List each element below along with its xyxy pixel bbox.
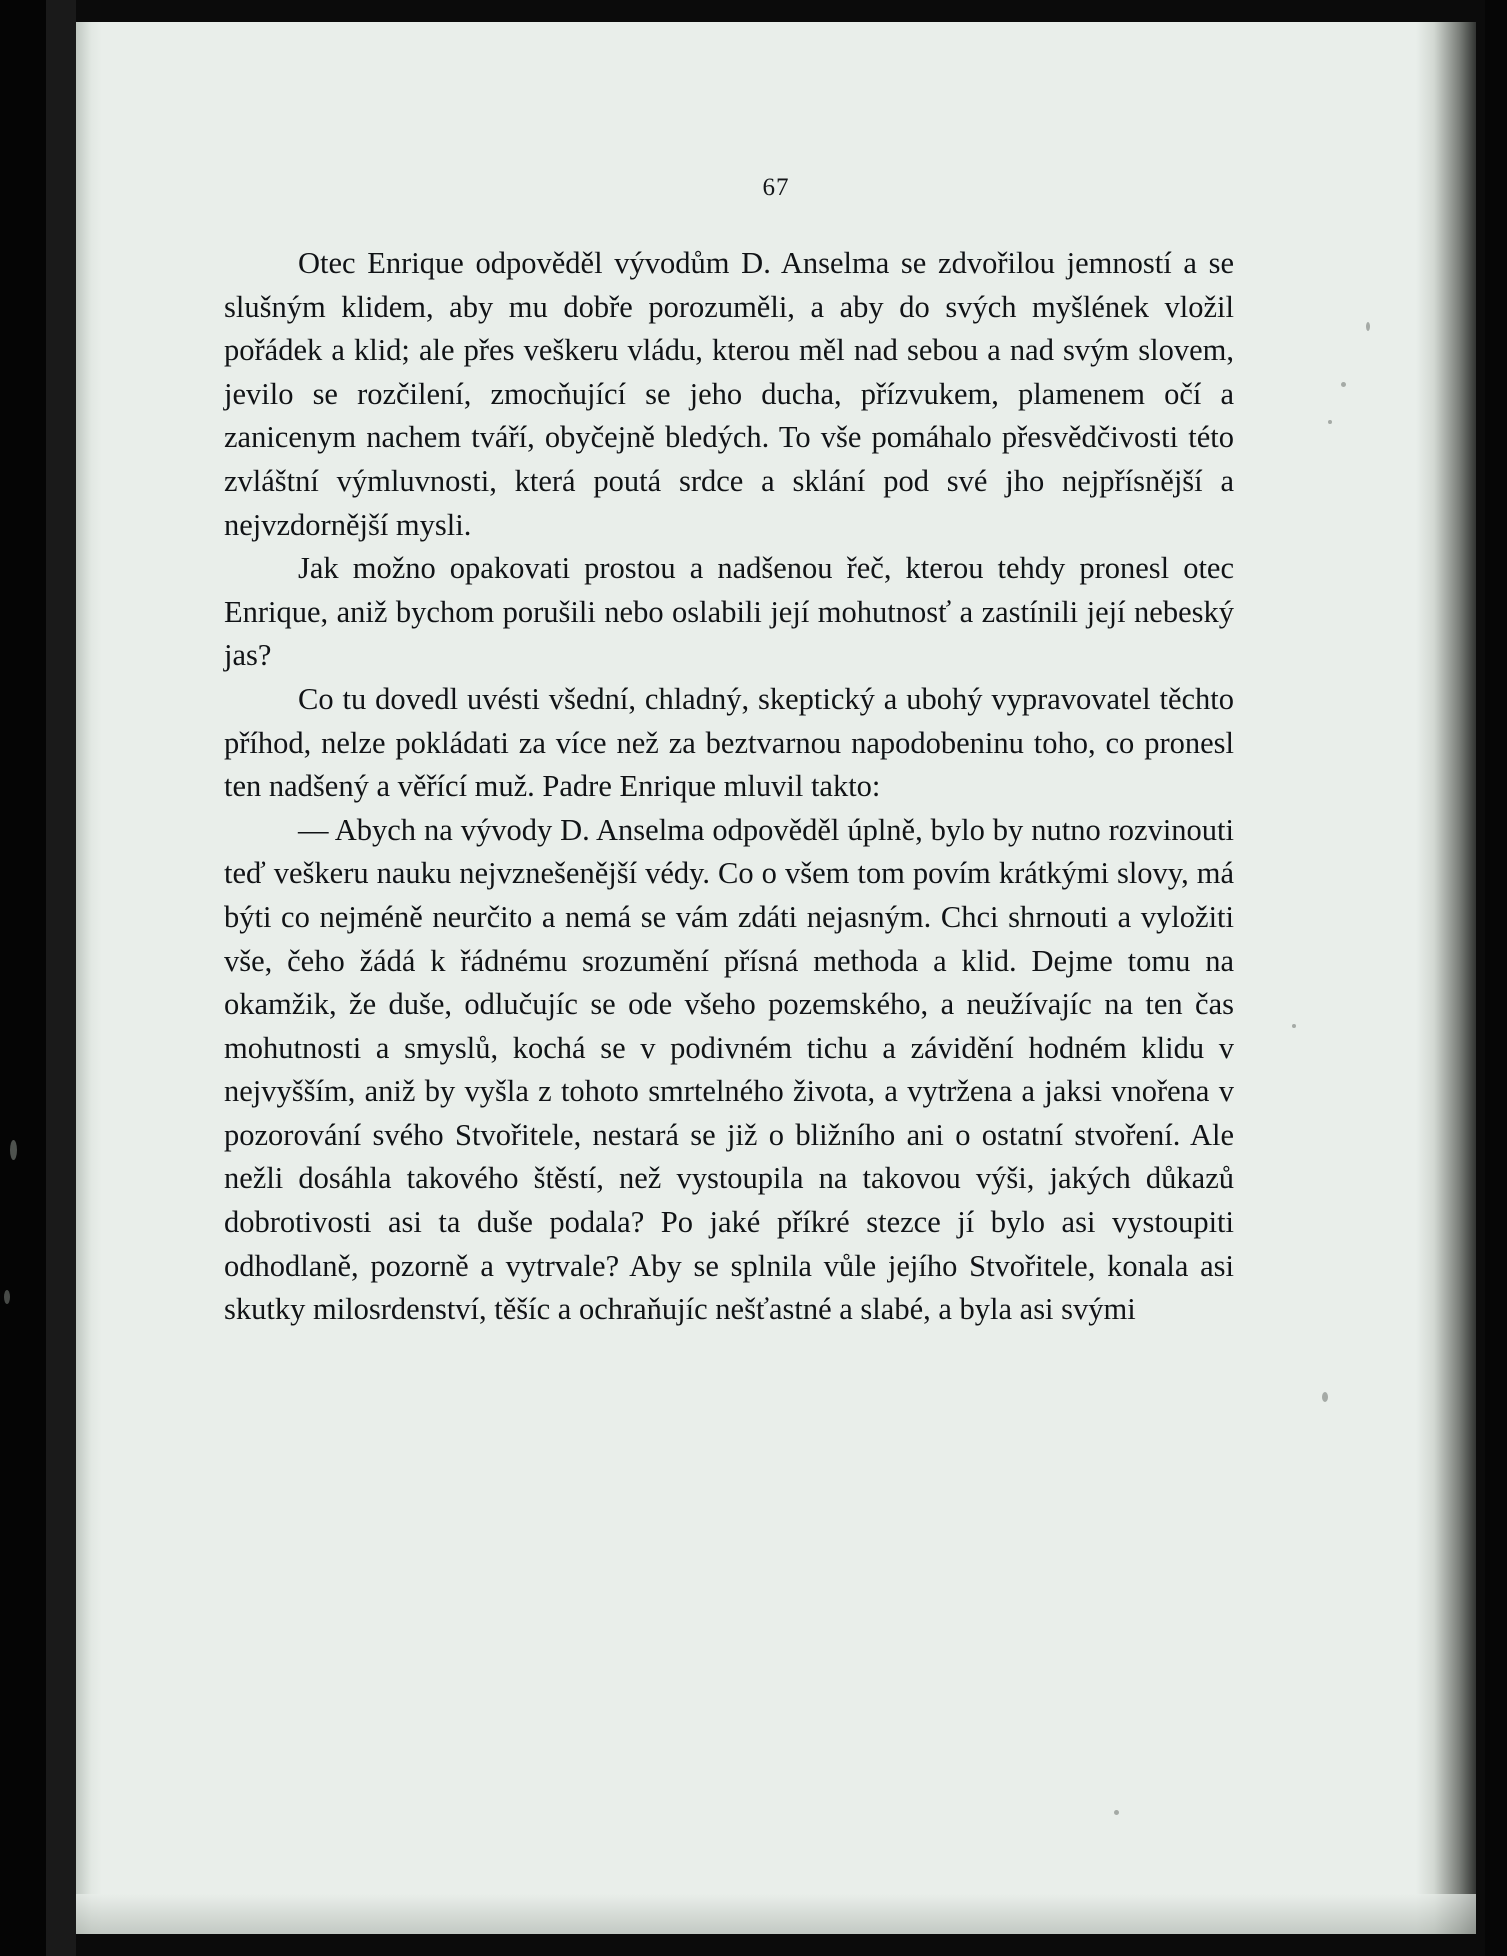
scan-speck (10, 1140, 17, 1160)
page-number: 67 (762, 174, 790, 201)
body-text (224, 242, 1234, 1332)
scan-speck (1341, 382, 1346, 387)
scan-speck (1292, 1024, 1296, 1028)
paragraph: Co tu dovedl uvésti všední, chladný, skeptický a ubohý vypravovatel těchto příhod, nelze pokládati za více než za beztvarnou napodobeninu toho, co pronesl ten nadšený a věřící muž. Padre Enrique mluvil takto: (224, 681, 1234, 804)
scan-border-left (0, 0, 46, 1956)
scan-speck (1328, 420, 1332, 424)
book-page (76, 22, 1476, 1934)
paragraph: — Abych na vývody D. Anselma odpověděl úplně, bylo by nutno rozvinouti teď veškeru nauku nejvznešenější védy. Co o všem tom povím krátkými slovy, má býti co nejméně neurčito a nemá se vám zdáti nejasným. Chci shrnouti a vyložiti vše, čeho žádá k řádnému srozumění přísná methoda a klid. Dejme tomu na okamžik, že duše, odlučujíc se ode všeho pozemského, a neužívajíc na ten čas mohutnosti a smyslů, kochá se v podivném tichu a závidění hodném klidu v nejvyšším, aniž by vyšla z tohoto smrtelného života, a vytržena a jaksi vnořena v pozorování svého Stvořitele, nestará se již o bližního ani o ostatní stvoření. Ale nežli dosáhla takového štěstí, než vystoupila na takovou výši, jakých důkazů dobrotivosti asi ta duše podala? Po jaké příkré stezce jí bylo asi vystoupiti odhodlaně, pozorně a vytrvale? Aby se splnila vůle jejího Stvořitele, konala asi skutky milosrdenství, těšíc a ochraňujíc nešťastné a slabé, a byla asi svými (224, 812, 1234, 1327)
paragraph: Jak možno opakovati prostou a nadšenou řeč, kterou tehdy pronesl otec Enrique, aniž bychom porušili nebo oslabili její mohutnosť a zastínili její nebeský jas? (224, 551, 1234, 673)
scan-speck (1366, 322, 1370, 331)
paragraph: Otec Enrique odpověděl vývodům D. Anselma se zdvořilou jemností a se slušným klidem, aby mu dobře porozuměli, a aby do svých myšlének vložil pořádek a klid; ale přes veškeru vládu, kterou měl nad sebou a nad svým slovem, jevilo se rozčilení, zmocňující se jeho ducha, přízvukem, plamenem očí a zanicenym nachem tváří, obyčejně bledých. To vše pomáhalo přesvědčivosti této zvláštní výmluvnosti, která poutá srdce a sklání pod své jho nejpřísnější a nejvzdornější mysli. (224, 246, 1234, 542)
page-content (76, 22, 1476, 1934)
scan-speck (4, 1290, 10, 1304)
scan-border-right (1485, 0, 1507, 1956)
scan-speck (1114, 1810, 1119, 1815)
scan-gutter-shadow (46, 0, 76, 1956)
scan-speck (1322, 1392, 1328, 1402)
